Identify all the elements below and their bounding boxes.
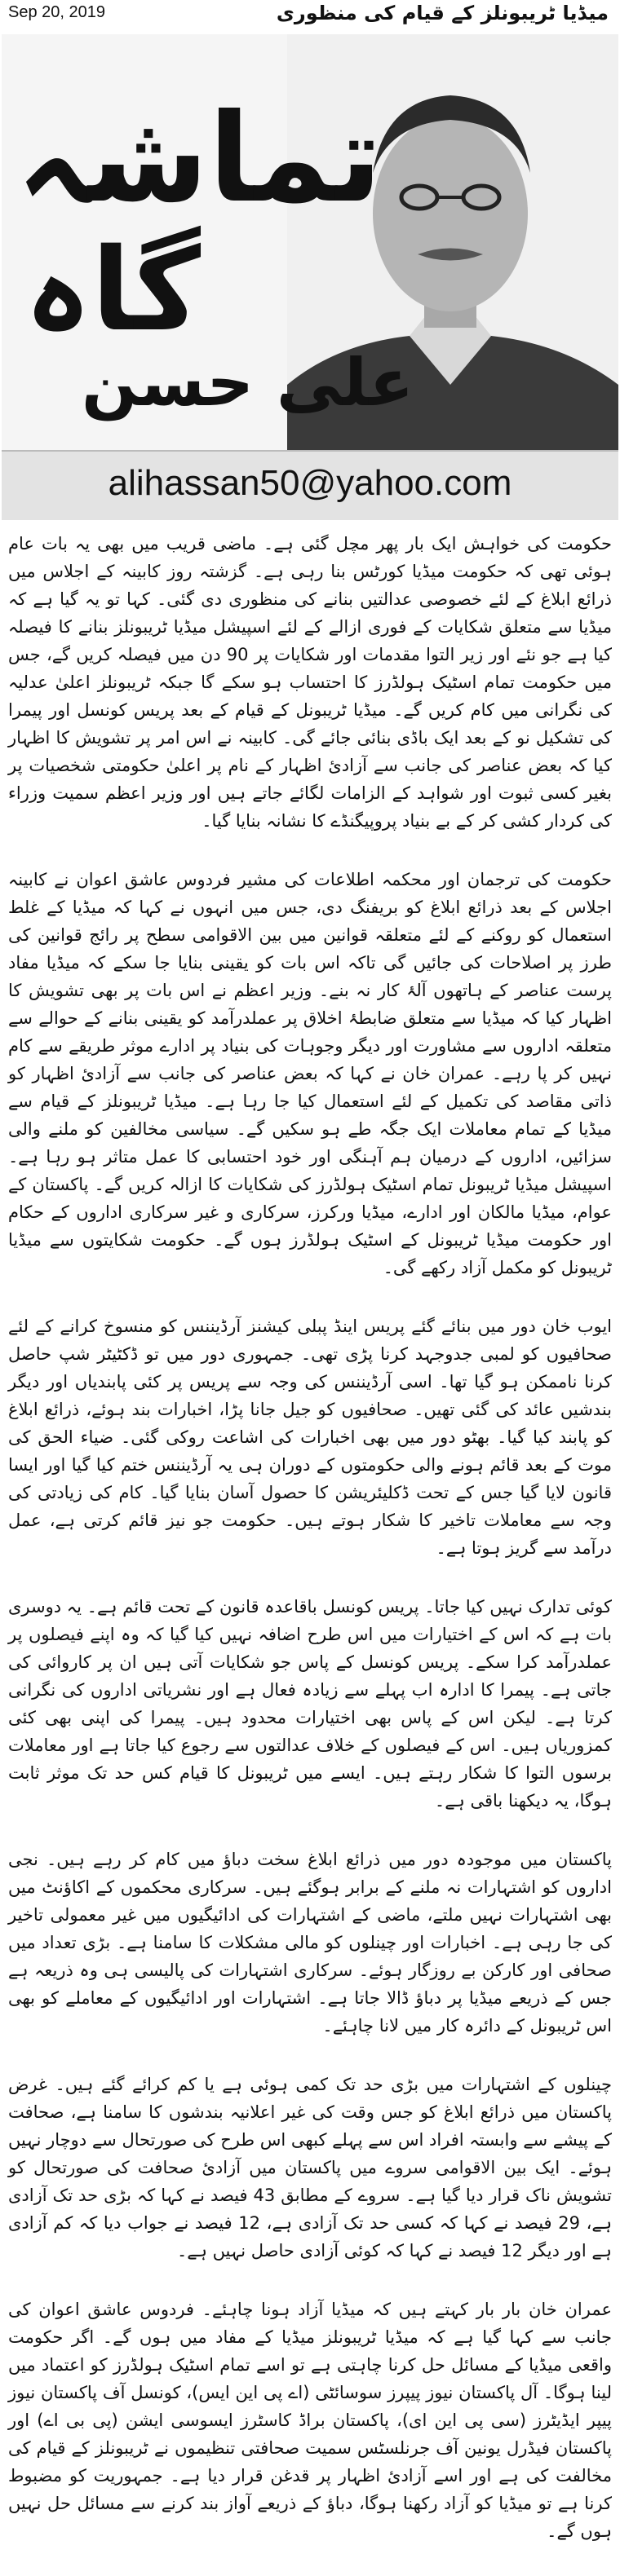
author-name: علی حسن — [82, 345, 414, 421]
article-title: میڈیا ٹریبونلز کے قیام کی منظوری — [276, 2, 609, 24]
paragraph: عمران خان بار بار کہتے ہیں کہ میڈیا آزاد ہونا چاہئے۔ فردوس عاشق اعوان کی جانب سے کہا گیا ہے کہ میڈیا ٹریبونلز میڈیا کے مفاد میں ہوں گے۔ اگر حکومت واقعی میڈیا کے مسائل حل کرنا چاہتی ہے تو اسے تمام اسٹیک ہولڈرز کو اعتماد میں لینا ہوگا۔ آل پاکستان نیوز پیپرز سوسائٹی (اے پی این ایس)، کونسل آف پاکستان نیوز پیپر ایڈیٹرز (سی پی این ای)، پاکستان براڈ کاسٹرز ایسوسی ایشن (پی بی اے) اور پاکستان فیڈرل یونین آف جرنلسٹس سمیت صحافتی تنظیموں نے ٹریبونلز کے قیام کی مخالفت کی ہے اور اسے آزادیٔ اظہار پر قدغن قرار دیا ہے۔ جمہوریت کو مضبوط کرنا ہے تو میڈیا کو آزاد رکھنا ہوگا، دباؤ کے ذریعے آواز بند کرنے سے مسائل حل نہیں ہوں گے۔ — [8, 2300, 612, 2541]
email-bar — [2, 450, 618, 520]
paragraph: حکومت کی ترجمان اور محکمہ اطلاعات کی مشیر فردوس عاشق اعوان نے کابینہ اجلاس کے بعد ذرائع ابلاغ کو بریفنگ دی، جس میں انہوں نے کہا کہ میڈیا کے غلط استعمال کو روکنے کے لئے متعلقہ قوانین میں بین الاقوامی سطح پر رائج قوانین کی طرز پر اصلاحات کی جائیں گی تاکہ اس بات کو یقینی بنایا جا سکے کہ میڈیا مفاد پرست عناصر کے ہاتھوں آلۂ کار نہ بنے۔ وزیر اعظم نے اس بات پر بھی تشویش کا اظہار کیا کہ میڈیا سے متعلق ضابطۂ اخلاق پر عملدرآمد کو یقینی بنانے کے حوالے سے متعلقہ اداروں سے مشاورت اور دیگر وجوہات کی بنیاد پر ادارے موثر طریقے سے کام نہیں کر پا رہے۔ عمران خان نے کہا کہ بعض عناصر کی جانب سے آزادیٔ اظہار کو ذاتی مقاصد کی تکمیل کے لئے استعمال کیا جا رہا ہے۔ میڈیا ٹریبونلز کے قیام سے میڈیا کے تمام معاملات ایک جگہ طے ہو سکیں گے۔ سیاسی مخالفین کو ملنے والی سزائیں، اداروں کے درمیان ہم آہنگی اور خود احتسابی کا عمل متاثر ہو رہا ہے۔ اسپیشل میڈیا ٹریبونل تمام اسٹیک ہولڈرز کی شکایات کا ازالہ کریں گے۔ پاکستان کے عوام، میڈیا مالکان اور ادارے، میڈیا ورکرز، سرکاری و غیر سرکاری اداروں کے حکام اور حکومت میڈیا ٹریبونل کے اسٹیک ہولڈرز ہوں گے۔ حکومت شکایتوں سے میڈیا ٹریبونل کو مکمل آزاد رکھے گی۔ — [8, 870, 612, 1277]
paragraph: حکومت کی خواہش ایک بار پھر مچل گئی ہے۔ ماضی قریب میں بھی یہ بات عام ہوئی تھی کہ حکومت میڈیا کورٹس بنا رہی ہے۔ گزشتہ روز کابینہ کے اجلاس میں ذرائع ابلاغ کے لئے خصوصی عدالتیں بنانے کی منظوری دی گئی۔ کہا تو یہ گیا ہے کہ میڈیا سے متعلق شکایات کے فوری ازالے کے لئے اسپیشل میڈیا ٹریبونلز بنانے کا فیصلہ کیا ہے جو نئے اور زیر التوا مقدمات اور شکایات پر 90 دن میں فیصلہ کریں گے، جس میں حکومت تمام اسٹیک ہولڈرز کا احتساب ہو سکے گا جبکہ ٹریبونلز اعلیٰ عدلیہ کی نگرانی میں کام کریں گے۔ میڈیا ٹریبونل کے قیام کے بعد پریس کونسل اور پیمرا کی تشکیل نو کے بعد ایک باڈی بنائی جائے گی۔ کابینہ نے اس امر پر تشویش کا اظہار کیا کہ بعض عناصر کی جانب سے آزادیٔ اظہار کے نام پر اعلیٰ حکومتی شخصیات پر بغیر کسی ثبوت اور شواہد کے الزامات لگائے جاتے ہیں اور وزیر اعظم سمیت وزراء کی کردار کشی کر کے بے بنیاد پروپیگنڈے کا نشانہ بنایا گیا۔ — [8, 534, 612, 831]
paragraph: کوئی تدارک نہیں کیا جاتا۔ پریس کونسل باقاعدہ قانون کے تحت قائم ہے۔ یہ دوسری بات ہے کہ اس کے اختیارات میں اس طرح اضافہ نہیں کیا گیا کہ وہ اپنے فیصلوں پر عملدرآمد کرا سکے۔ پریس کونسل کے پاس جو شکایات آتی ہیں ان پر کاروائی کی جاتی ہے۔ پیمرا کا ادارہ اب پہلے سے زیادہ فعال ہے اور نشریاتی اداروں کی نگرانی کرتا ہے۔ لیکن اس کے پاس بھی اختیارات محدود ہیں۔ پیمرا کی اپنی بھی کئی کمزوریاں ہیں۔ اس کے فیصلوں کے خلاف عدالتوں سے رجوع کیا جاتا ہے اور معاملات برسوں التوا کا شکار رہتے ہیں۔ ایسے میں ٹریبونل کا قیام کس حد تک موثر ثابت ہوگا، یہ دیکھنا باقی ہے۔ — [8, 1597, 612, 1811]
paragraph: ایوب خان دور میں بنائے گئے پریس اینڈ پبلی کیشنز آرڈیننس کو منسوخ کرانے کے لئے صحافیوں کو لمبی جدوجہد کرنا پڑی تھی۔ جمہوری دور میں تو ڈکٹیٹر شپ حاصل کرنا ناممکن ہو گیا تھا۔ اسی آرڈیننس کی وجہ سے پریس پر کئی پابندیاں اور دیگر بندشیں عائد کی گئی تھیں۔ صحافیوں کو جیل جانا پڑا، اخبارات بند ہوئے، ذرائع ابلاغ کو پابند کیا گیا۔ بھٹو دور میں بھی اخبارات کی اشاعت روکی گئی۔ ضیاء الحق کی موت کے بعد قائم ہونے والی حکومتوں کے دوران ہی یہ آرڈیننس ختم کیا گیا اور ایسا قانون لایا گیا جس کے تحت ڈکلیئریشن کا حصول آسان بنایا گیا۔ کام کی زیادتی کی وجہ سے معاملات تاخیر کا شکار ہوتے ہیں۔ حکومت جو نیز قائم کرتی ہے، عمل درآمد سے گریز ہوتا ہے۔ — [8, 1317, 612, 1558]
column-banner — [2, 34, 618, 520]
paragraph: پاکستان میں موجودہ دور میں ذرائع ابلاغ سخت دباؤ میں کام کر رہے ہیں۔ نجی اداروں کو اشتہارات نہ ملنے کے برابر ہوگئے ہیں۔ سرکاری محکموں کے اکاؤنٹ میں بھی اشتہارات نہیں ملتے، ماضی کے اشتہارات کی ادائیگیوں میں غیر معمولی تاخیر کی جا رہی ہے۔ اخبارات اور چینلوں کو مالی مشکلات کا سامنا ہے۔ بڑی تعداد میں صحافی اور کارکن بے روزگار ہوئے۔ سرکاری اشتہارات کی پالیسی ہی وہ ذریعہ ہے جس کے ذریعے میڈیا پر دباؤ ڈالا جاتا ہے۔ اشتہارات اور ادائیگیوں کے معاملے کو بھی اس ٹریبونل کے دائرہ کار میں لانا چاہئے۔ — [8, 1850, 612, 2036]
column-logo-line2: گاہ — [24, 224, 202, 357]
publish-date: Sep 20, 2019 — [8, 3, 105, 21]
column-logo-line1: تماشہ — [16, 88, 383, 230]
article-body — [8, 530, 612, 2576]
paragraph: چینلوں کے اشتہارات میں بڑی حد تک کمی ہوئی ہے یا کم کرائے گئے ہیں۔ غرض پاکستان میں ذرائع ابلاغ کو جس وقت کی غیر اعلانیہ بندشوں کا سامنا ہے، صحافت کے پیشے سے وابستہ افراد اس سے پہلے کبھی اس طرح کی صورتحال سے دوچار نہیں ہوئے۔ ایک بین الاقوامی سروے میں پاکستان میں آزادیٔ صحافت کی صورتحال کو تشویش ناک قرار دیا گیا ہے۔ سروے کے مطابق 43 فیصد نے کہا کہ بڑی حد تک آزادی ہے، 29 فیصد نے کہا کہ کسی حد تک آزادی ہے، 12 فیصد نے جواب دیا کہ کم آزادی ہے اور دیگر 12 فیصد نے کہا کہ کوئی آزادی حاصل نہیں ہے۔ — [8, 2075, 613, 2261]
author-email: alihassan50@yahoo.com — [108, 463, 512, 503]
